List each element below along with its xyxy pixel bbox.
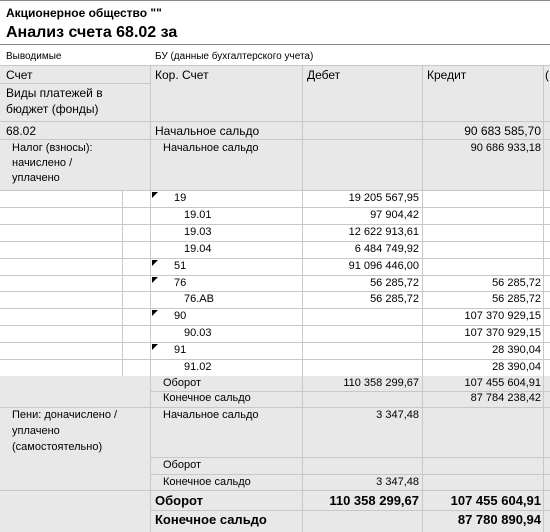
detail-credit: 56 285,72 [492,277,541,289]
column-corr: Кор. Счет [155,68,209,82]
detail-credit: 28 390,04 [492,361,541,373]
group1-turnover-credit: 107 455 604,91 [464,377,541,389]
group2-closing-label: Конечное сальдо [163,476,251,488]
group1-name-2: начислено / [12,157,73,169]
account-opening-label: Начальное сальдо [155,124,260,138]
group-expand-marker[interactable] [152,260,158,266]
group-expand-marker[interactable] [152,310,158,316]
group2-turnover-label: Оборот [163,459,202,471]
detail-corr-account: 19.03 [184,226,212,238]
group1-name-3: уплачено [12,172,60,184]
detail-credit: 107 370 929,15 [464,310,541,322]
group2-name-1: Пени: доначислено / [12,409,118,421]
detail-corr-account: 19 [174,192,187,204]
column-subheading-1: Виды платежей в [6,86,103,100]
group1-turnover-label: Оборот [163,377,202,389]
group-expand-marker[interactable] [152,192,158,198]
group2-name-3: (самостоятельно) [12,441,103,453]
detail-corr-account: 76 [174,277,187,289]
group2-closing-debit: 3 347,48 [376,476,419,488]
detail-corr-account: 19.04 [184,243,212,255]
group1-opening-credit: 90 686 933,18 [470,142,541,154]
row-divider [0,224,550,225]
row-divider [0,359,550,360]
row-divider [0,275,550,276]
detail-debit: 97 904,42 [370,209,419,221]
group2-opening-label: Начальное сальдо [163,409,259,421]
group1-name-1: Налог (взносы): [12,142,93,154]
column-credit: Кредит [427,68,467,82]
detail-credit: 56 285,72 [492,293,541,305]
group2-opening-debit: 3 347,48 [376,409,419,421]
group1-closing-credit: 87 784 238,42 [470,392,541,404]
params-label: Выводимые [6,51,62,62]
detail-corr-account: 91 [174,344,187,356]
account-code: 68.02 [6,124,37,138]
detail-corr-account: 90.03 [184,327,212,339]
account-opening-credit: 90 683 585,70 [464,124,541,138]
row-divider [0,241,550,242]
detail-corr-account: 51 [174,260,187,272]
totals-turnover-label: Оборот [155,493,204,508]
detail-corr-account: 90 [174,310,187,322]
group1-turnover-debit: 110 358 299,67 [343,377,419,389]
detail-debit: 6 484 749,92 [354,243,419,255]
totals-closing-credit: 87 780 890,94 [457,512,541,527]
detail-credit: 28 390,04 [492,344,541,356]
row-divider [0,308,550,309]
group1-closing-label: Конечное сальдо [163,392,251,404]
group-expand-marker[interactable] [152,344,158,350]
detail-corr-account: 76.АВ [184,293,214,305]
column-subheading-2: бюджет (фонды) [6,102,99,116]
detail-debit: 19 205 567,95 [348,192,419,204]
group-expand-marker[interactable] [152,277,158,283]
column-extra: ( [545,68,549,82]
detail-credit: 107 370 929,15 [464,327,541,339]
group2-name-2: уплачено [12,425,60,437]
row-divider [0,258,550,259]
detail-debit: 56 285,72 [370,293,419,305]
column-account: Счет [6,68,33,82]
totals-turnover-credit: 107 455 604,91 [450,493,541,508]
column-debit: Дебет [307,68,341,82]
totals-turnover-debit: 110 358 299,67 [329,493,419,508]
row-divider [0,291,550,292]
detail-debit: 56 285,72 [370,277,419,289]
row-divider [0,207,550,208]
company-name: Акционерное общество "" [6,6,162,20]
params-value: БУ (данные бухгалтерского учета) [155,51,314,62]
row-divider [0,342,550,343]
row-divider [0,325,550,326]
detail-debit: 12 622 913,61 [348,226,419,238]
detail-corr-account: 19.01 [184,209,212,221]
detail-debit: 91 096 446,00 [348,260,419,272]
detail-corr-account: 91.02 [184,361,212,373]
report-title: Анализ счета 68.02 за [6,24,178,41]
group1-opening-label: Начальное сальдо [163,142,259,154]
totals-closing-label: Конечное сальдо [155,512,267,527]
